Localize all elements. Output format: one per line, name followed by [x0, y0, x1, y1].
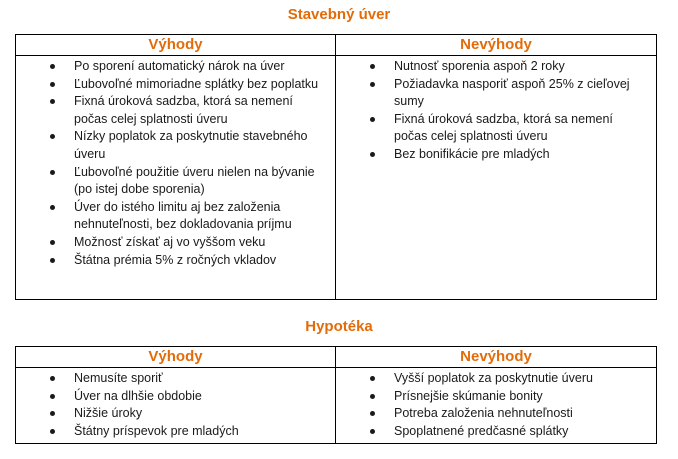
list-item: Ľubovoľné mimoriadne splátky bez poplatku	[16, 76, 335, 94]
section-title-hypoteka: Hypotéka	[305, 318, 373, 335]
column-header-nevyhody: Nevýhody	[336, 35, 657, 56]
list-item: Spoplatnené predčasné splátky	[336, 423, 656, 441]
list-item: Prísnejšie skúmanie bonity	[336, 388, 656, 406]
disadvantages-list	[336, 368, 656, 443]
list-item: Ľubovoľné použitie úveru nielen na bývanie (po istej dobe sporenia)	[16, 164, 335, 199]
list-item: Fixná úroková sadzba, ktorá sa nemení počas celej splatnosti úveru	[16, 93, 335, 128]
section-title-stavebny-uver: Stavebný úver	[287, 6, 391, 23]
advantages-cell	[16, 368, 336, 444]
list-item: Úver do istého limitu aj bez založenia nehnuteľnosti, bez dokladovania príjmu	[16, 199, 335, 234]
list-item: Fixná úroková sadzba, ktorá sa nemení počas celej splatnosti úveru	[336, 111, 656, 146]
advantages-cell	[16, 56, 336, 300]
list-item: Po sporení automatický nárok na úver	[16, 58, 335, 76]
table-header-row	[16, 35, 657, 56]
list-item: Požiadavka nasporiť aspoň 25% z cieľovej sumy	[336, 76, 656, 111]
column-header-vyhody: Výhody	[16, 35, 336, 56]
disadvantages-cell	[336, 56, 657, 300]
column-header-vyhody: Výhody	[16, 347, 336, 368]
list-item: Nízky poplatok za poskytnutie stavebného úveru	[16, 128, 335, 163]
advantages-list	[16, 368, 335, 443]
list-item: Bez bonifikácie pre mladých	[336, 146, 656, 164]
table-body-row	[16, 368, 657, 444]
list-item: Vyšší poplatok za poskytnutie úveru	[336, 370, 656, 388]
table-header-row	[16, 347, 657, 368]
comparison-table-stavebny-uver	[15, 34, 657, 300]
column-header-nevyhody: Nevýhody	[336, 347, 657, 368]
list-item: Nutnosť sporenia aspoň 2 roky	[336, 58, 656, 76]
disadvantages-list	[336, 56, 656, 167]
list-item: Potreba založenia nehnuteľnosti	[336, 405, 656, 423]
list-item: Štátny príspevok pre mladých	[16, 423, 335, 441]
table-body-row	[16, 56, 657, 300]
advantages-list	[16, 56, 335, 272]
list-item: Štátna prémia 5% z ročných vkladov	[16, 252, 335, 270]
disadvantages-cell	[336, 368, 657, 444]
list-item: Úver na dlhšie obdobie	[16, 388, 335, 406]
list-item: Možnosť získať aj vo vyššom veku	[16, 234, 335, 252]
list-item: Nižšie úroky	[16, 405, 335, 423]
comparison-table-hypoteka	[15, 346, 657, 444]
list-item: Nemusíte sporiť	[16, 370, 335, 388]
